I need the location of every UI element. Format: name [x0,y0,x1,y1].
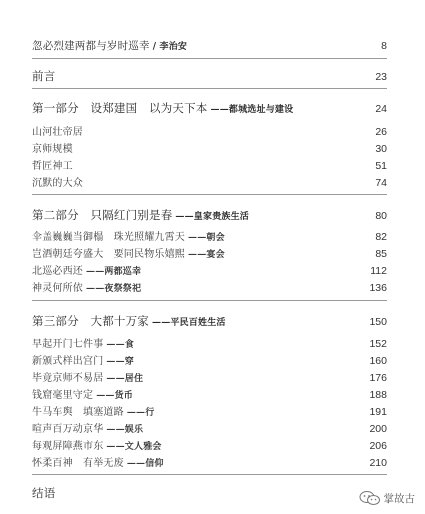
toc-part-3[interactable] [32,313,387,329]
toc-title: 每观屏障燕市东 ——文人雅会 [32,441,162,452]
toc-title: 钱窟毫里守定 ——货币 [32,390,134,401]
toc-page: 152 [369,338,387,350]
toc-page: 80 [375,210,387,222]
toc-title: 怀柔百神 有举无废 ——信仰 [32,458,164,469]
toc-subtitle: ——都城选址与建设 [210,105,294,115]
toc-entry[interactable] [32,437,387,452]
toc-page: 112 [370,265,387,277]
toc-entry[interactable] [32,403,387,418]
divider [32,474,387,475]
toc-entry[interactable] [32,386,387,401]
toc-page: 24 [375,103,387,115]
toc-part-2[interactable] [32,207,387,223]
toc-epilogue[interactable] [32,485,387,501]
toc-title: 第一部分 设郑建国 以为天下本 ——都城选址与建设 [32,101,294,115]
toc-title: 前言 [32,69,56,83]
toc-page: 176 [369,372,387,384]
toc-page: 191 [369,406,387,418]
toc-page: 136 [369,282,387,294]
toc-entry[interactable] [32,420,387,435]
toc-page: 206 [369,440,387,452]
watermark [359,490,416,506]
wechat-icon [359,490,381,506]
toc-title: 喧声百万动京华 ——娱乐 [32,424,144,435]
toc-title: 忽必烈建两都与岁时巡幸 / 李治安 [32,40,188,52]
divider [32,194,387,195]
toc-page: 26 [375,126,387,138]
toc-entry[interactable] [32,174,387,189]
toc-page: 74 [375,177,387,189]
toc-subtitle: ——平民百姓生活 [152,318,226,328]
toc-title: 早起开门七件事 ——食 [32,339,135,350]
toc-title: 第二部分 只隔红门别是春 ——皇家贵族生活 [32,208,250,222]
divider [32,88,387,89]
toc-entry[interactable] [32,279,387,294]
toc-title: 哲匠神工 [32,161,73,172]
toc-title: 神灵何所依 ——夜祭祭祀 [32,283,142,294]
watermark-text: 掌故古 [383,492,415,505]
toc-title: 北巡必西还 ——两都巡幸 [32,266,142,277]
toc-page: 51 [375,160,387,172]
toc-preface[interactable] [32,38,387,53]
toc-page: 200 [369,423,387,435]
toc-title: 伞盖巍巍当御榻 珠光照耀九霄天 ——朝会 [32,232,225,243]
toc-entry[interactable] [32,454,387,469]
toc-page: 30 [375,143,387,155]
toc-page: 210 [369,457,387,469]
toc-entry[interactable] [32,262,387,277]
toc-title: 结语 [32,486,56,500]
toc-entry[interactable] [32,369,387,384]
toc-part-1[interactable] [32,100,387,116]
toc-title: 山河壮帝居 [32,127,83,138]
toc-title: 毕竟京师不易居 ——居住 [32,373,144,384]
toc-entry[interactable] [32,245,387,260]
toc-page: 188 [369,389,387,401]
toc-title: 京师规模 [32,144,73,155]
toc-title: 新颁式样出宫门 ——穿 [32,356,135,367]
divider [32,300,387,301]
toc-entry[interactable] [32,228,387,243]
toc-page: 85 [375,248,387,260]
toc-title: 第三部分 大都十万家 ——平民百姓生活 [32,314,226,328]
toc-title: 岂酒朝廷夸盛大 要同民物乐嬉熙 ——宴会 [32,249,225,260]
toc-title: 牛马车舆 填塞道路 ——行 [32,407,155,418]
toc-entry[interactable] [32,140,387,155]
toc-page: 8 [381,40,387,52]
toc-page: 150 [369,316,387,328]
toc-author: / 李治安 [152,42,188,52]
toc-entry[interactable] [32,352,387,367]
toc-page: 23 [375,71,387,83]
toc-page: 160 [369,355,387,367]
toc-entry[interactable] [32,157,387,172]
toc-subtitle: ——皇家贵族生活 [175,212,250,222]
toc-entry[interactable] [32,123,387,138]
toc-foreword[interactable] [32,68,387,84]
toc-title: 沉默的大众 [32,178,83,189]
toc-page: 82 [375,231,387,243]
divider [32,58,387,59]
toc-entry[interactable] [32,335,387,350]
